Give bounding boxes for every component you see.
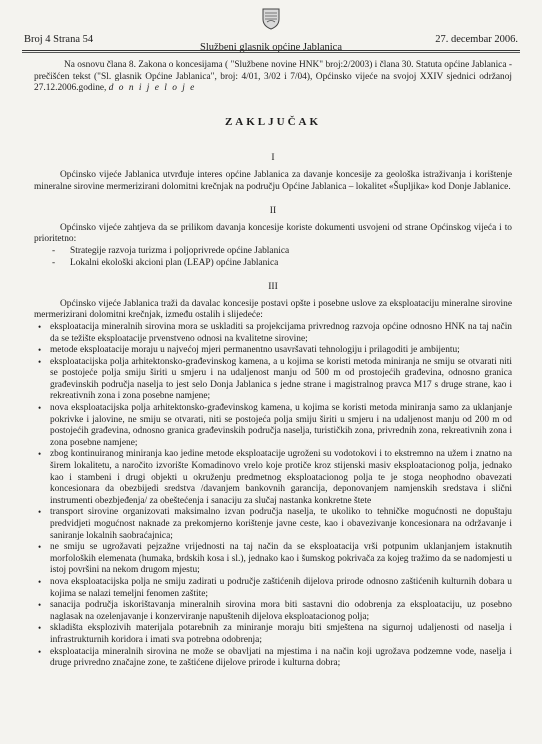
section-3-list — [34, 322, 512, 670]
section-3-text: Općinsko vijeće Jablanica traži da davalac koncesije postavi opšte i posebne uslove za eksploataciju mineralne sirovine mermerizirani dolomitni krečnjak, između ostalih i slijedeće: — [34, 298, 512, 321]
list-item: • nova eksploatacijska polja arhitektonsko-građevinskog kamena, u kojima se koristi metoda miniranja samo za uklanjanje pokrivke i jalovine, ne smiju se otvarati, niti se postojeća polja smiju širiti u smjeru i na udaljenost manju od 200 m od postojećih građevina, odnosno granica građevinskih područja naselja, turističkih zona, privrednih zona, rekreativnih zona i zona posebne namjene; — [50, 403, 512, 449]
header-divider-thin — [22, 52, 520, 53]
document-title: ZAKLJUČAK — [224, 115, 322, 128]
section-2-text: Općinsko vijeće zahtjeva da se prilikom davanja koncesije koriste dokumenti usvojeni od strane Općinskog vijeća i to prioritetno: — [34, 222, 512, 245]
document-body — [34, 60, 512, 670]
list-item: • eksploatacija mineralnih sirovina ne može se obavljati na mjestima i na način koji ugrožava podzemne vode, naselja i druge privredno značajne zone, te zaštićene dijelove prirode i kulturna dobra; — [50, 647, 512, 670]
section-3-number: III — [268, 281, 278, 293]
list-item: • eksploatacija mineralnih sirovina mora se uskladiti sa projekcijama privrednog razvoja općine odnosno HNK na taj način da se težište eksploatacije prvenstveno odnosi na kvalitetne sirovine; — [50, 322, 512, 345]
list-item: - Lokalni ekološki akcioni plan (LEAP) općine Jablanica — [70, 258, 512, 270]
list-item: • sanacija područja iskorištavanja mineralnih sirovina mora biti sastavni dio odobrenja za eksploataciju, uz posebno naglasak na ozelenjavanje i konzerviranje napuštenih dijelova eksploatacionog polja; — [50, 600, 512, 623]
list-item: • metode eksploatacije moraju u najvećoj mjeri permanentno usavršavati tehnologiju i prilagoditi je ambijentu; — [50, 345, 512, 357]
list-item: • ne smiju se ugrožavati pejzažne vrijednosti na taj način da se eksploatacija vrši potpunim uklanjanjem istaknutih morfoloških elemenata (humaka, brdskih kosa i sl.), jednako kao i šumskog pokrivača za kojeg tražimo da se nadomjesti u istoj površini na nekom drugom mjestu; — [50, 542, 512, 577]
section-1-text: Općinsko vijeće Jablanica utvrđuje interes općine Jablanica za davanje koncesije za geološka istraživanja i korištenje mineralne sirovine mermerizirani dolomitni krečnjak na području Općine Jablanica – lokalitet «Šupljika» kod Donje Jablanice. — [34, 169, 512, 192]
section-1-number: I — [271, 152, 275, 164]
publication-name: Službeni glasnik općine Jablanica — [199, 42, 342, 53]
list-item: • zbog kontinuiranog miniranja kao jedine metode eksploatacije ugroženi su vodotokovi i to ekstremno na užem i znatno na širem lokalitetu, a naročito izvorište Komadinovo vrelo koje protiče kroz stijenski masiv eksploatacionog polja, jednako kao i stambeni i drugi objekti u okruženju predmetnog eksploatacionog polja te je stoga neophodno obavezati koncesionara da obezbijedi sredstva /davanjem bankovnih garancija, deponovanjem namjenskih sredstava i slični instrumenti obezbjeđenja/ za obeštećenja i sanaciju za slučaj nastanka konkretne štete — [50, 449, 512, 507]
intro-decision-phrase: d o n i j e l o j e — [108, 83, 196, 94]
list-item: • transport sirovine organizovati maksimalno izvan područja naselja, te ukoliko to tehničke mogućnosti ne dopuštaju predvidjeti mogućnost naknade za prekomjerno korištenje javne ceste, kao i obavezivanje koncesionara na održavanje i saniranje lokalnih saobraćajnica; — [50, 507, 512, 542]
section-2-number: II — [269, 205, 277, 217]
section-2-list — [34, 246, 512, 269]
list-item: - Strategije razvoja turizma i poljoprivrede općine Jablanica — [70, 246, 512, 258]
header-divider — [22, 50, 520, 51]
intro-text: Na osnovu člana 8. Zakona o koncesijama ( "Službene novine HNK" broj:2/2003) i člana 30. Statuta općine Jablanica - prečišćen tekst ("Sl. glasnik Općine Jablanica", broj: 4/01, 3/02 i 7/04), Općinsko vijeće na svojoj XXIV sjednici održanoj 27.12.2006.godine, — [34, 60, 512, 94]
issue-date: 27. decembar 2006. — [435, 34, 518, 45]
page-header — [22, 8, 520, 52]
intro-paragraph — [34, 60, 512, 95]
list-item: • eksploatacijska polja arhitektonsko-građevinskog kamena, a u kojima se koristi metoda miniranja ne smiju se otvarati niti se postojeće polja smiju širiti u smjeru i na udaljenost manju od 500 m od prostojećih građevina, odnosno granica građevinskih područja naselja to jest selo Donja Jablanica s jedne strane i magistralnog pravca M17 s druge strane, kao i rekreativnih zona i zona posebne namjene; — [50, 357, 512, 403]
list-item: • nova eksploatacijska polja ne smiju zadirati u područje zaštićenih dijelova prirode odnosno zaštićenih kulturnih dobara u kojima se nalazi temeljni fenomen zaštite; — [50, 577, 512, 600]
issue-number: Broj 4 Strana 54 — [24, 34, 94, 45]
coat-of-arms-icon — [262, 8, 280, 30]
list-item: • skladišta eksplozivih materijala potarebnih za miniranje moraju biti smještena na sigurnoj udaljenosti od naselja i infrastrukturnih koridora i imati sva potrebna odobrenja; — [50, 623, 512, 646]
